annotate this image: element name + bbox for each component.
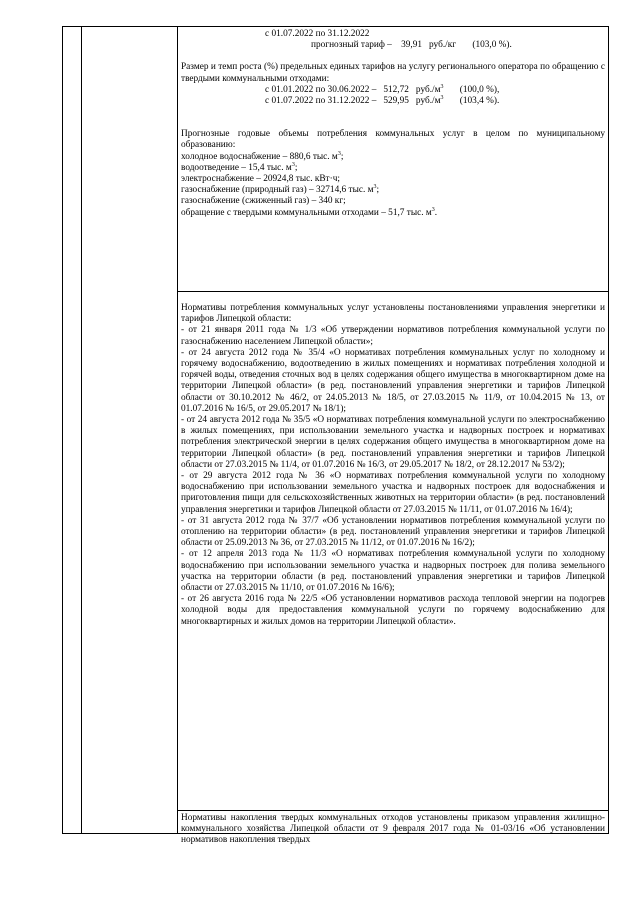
norms-item: - от 29 августа 2012 года № 36 «О нормативах потребления коммунальной услуги по холодному водоснабжению при использовании земельного участка и надворных построек для водоснабжения и приготовления пищи для сельскохозяйственных животных на территории области» (в ред. постановлений управления энергетики и тарифов Липецкой области от 27.03.2015 № 11/11, от 01.07.2016 № 16/4); [181,471,605,515]
column-divider [81,27,82,833]
volume-electricity: электроснабжение – 20924,8 тыс. кВт·ч; [181,174,340,185]
norms-item: - от 24 августа 2012 года № 35/4 «О нормативах потребления коммунальных услуг по холодному и горячему водоснабжению, водоотведению в жилых помещениях и нормативах потребления холодной и горячей воды, отведения сточных вод в целях содержания общего имущества в многоквартирном доме на территории Липецкой области» (в ред. постановлений управления энергетики и тарифов Липецкой области от 30.10.2012 № 46/2, от 24.05.2013 № 18/5, от 27.03.2015 № 11/9, от 10.04.2015 № 13, от 01.07.2016 № 16/5, от 29.05.2017 № 18/1); [181,347,605,414]
column-divider [177,27,178,833]
norms-cell [181,303,605,628]
norms-item: - от 31 августа 2012 года № 37/7 «Об установлении нормативов потребления коммунальной услуги по отоплению на территории области» (в ред. постановлений управления энергетики и тарифов Липецкой области от 25.09.2013 № 36, от 27.03.2015 № 11/12, от 01.07.2016 № 16/2); [181,515,605,549]
tariff-period: с 01.07.2022 по 31.12.2022 [265,29,370,39]
norms-intro: Нормативы потребления коммунальных услуг установлены постановлениями управления энергетики и тарифов Липецкой области: [181,303,605,325]
tariff-pct: (103,0 %). [472,40,512,51]
norms-item: - от 24 августа 2012 года № 35/5 «О нормативах потребления коммунальной услуги по электроснабжению в жилых помещениях, при использовании земельного участка и надворных построек и нормативах потребления электрической энергии в целях содержания общего имущества в многоквартирном доме на территории Липецкой области» (в ред. постановлений управления энергетики и тарифов Липецкой области от 27.03.2015 № 11/4, от 01.07.2016 № 16/3, от 29.05.2017 № 18/2, от 28.12.2017 № 53/2); [181,415,605,470]
waste-tariff-row: с 01.07.2022 по 31.12.2022 – 529,95 $руб./м^3$ (103,4 %). [265,94,500,107]
tariff-forecast-line: прогнозный тариф – 39,91 руб./кг (103,0 %). [311,40,512,51]
norms-item: - от 26 августа 2016 года № 22/5 «Об установлении нормативов расхода тепловой энергии на подогрев холодной воды для предоставления коммунальной услуги по горячему водоснабжению для многоквартирных и жилых домов на территории Липецкой области». [181,594,605,627]
volume-sewage: водоотведение – 15,4 тыс. $м^3$; [181,161,298,173]
document-table [62,26,609,846]
accumulation-cell [181,813,605,847]
volumes-intro: Прогнозные годовые объемы потребления коммунальных услуг в целом по муниципальному образованию: [181,129,605,151]
waste-tariff-row: с 01.01.2022 по 30.06.2022 – 512,72 $руб./м^3$ (100,0 %), [265,83,500,95]
waste-tariff-intro: Размер и темп роста (%) предельных единых тарифов на услугу регионального оператора по обращению с твердыми коммунальными отходами: [181,62,605,84]
tariffs-cell [181,29,605,219]
volume-cold-water: холодное водоснабжение – 880,6 тыс. $м^3$; [181,150,344,162]
norms-item: - от 12 апреля 2013 года № 11/3 «О нормативах потребления коммунальной услуги по холодному водоснабжению при использовании земельного участка и надворных построек для полива земельного участка на территории области (в ред. постановлений управления энергетики и тарифов Липецкой области от 27.03.2015 № 11/10, от 01.07.2016 № 16/6); [181,549,605,594]
tariff-value: 39,91 [401,40,423,51]
volume-solid-waste: обращение с твердыми коммунальными отходами – 51,7 тыс. $м^3$. [181,206,438,218]
accumulation-text: Нормативы накопления твердых коммунальных отходов установлены приказом управления жилищно-коммунального хозяйства Липецкой области от 9 февраля 2017 года № 01-03/16 «Об установлении нормативов накопления твердых [181,813,605,846]
volume-gas-liquid: газоснабжение (сжиженный газ) – 340 кг; [181,196,346,207]
volume-gas-natural: газоснабжение (природный газ) – 32714,6 тыс. $м^3$; [181,184,380,196]
tariff-unit: руб./кг [429,40,457,51]
norms-item: - от 21 января 2011 года № 1/3 «Об утверждении нормативов потребления коммунальной услуги по газоснабжению населением Липецкой области»; [181,325,605,347]
row-divider [177,291,608,292]
row-divider [177,810,608,811]
